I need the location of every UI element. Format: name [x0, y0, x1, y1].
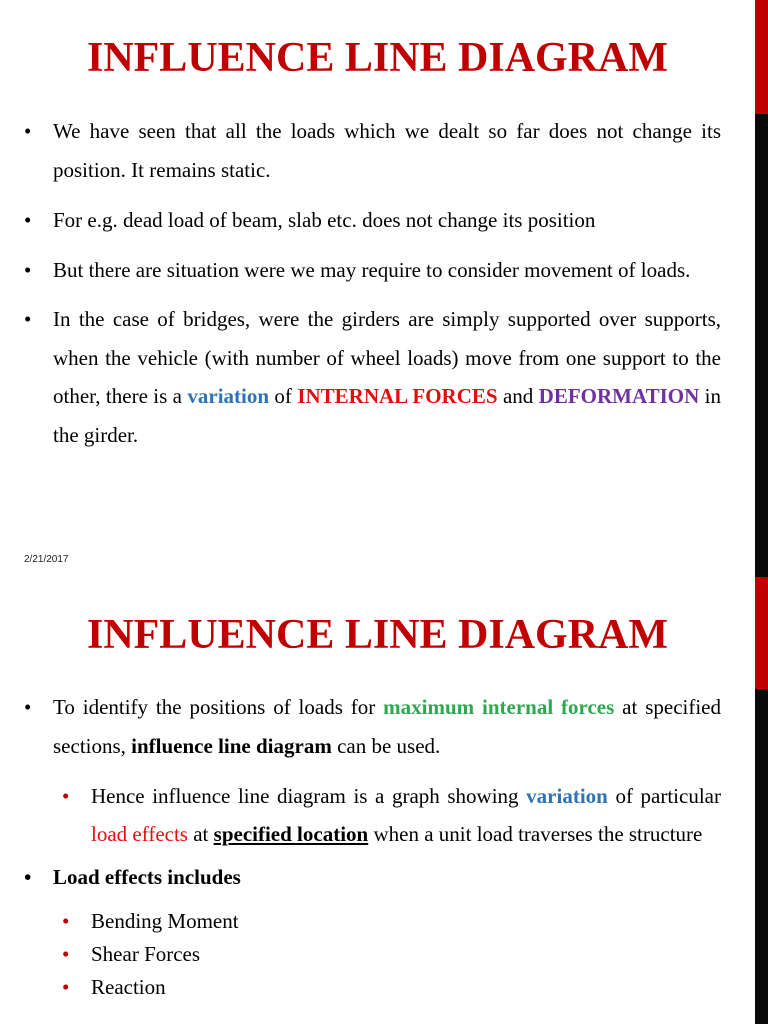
- bullet-item: [0, 201, 768, 240]
- bullet-item: [0, 858, 768, 897]
- bullet-text: of particular: [607, 784, 721, 808]
- bullet-list: [0, 112, 768, 454]
- highlight-internal-forces: INTERNAL FORCES: [297, 384, 498, 408]
- effect-item: Shear Forces: [91, 941, 201, 966]
- highlight-variation: variation: [187, 384, 270, 408]
- bullet-text: when a unit load traverses the structure: [368, 822, 703, 846]
- bullet-item: [0, 688, 768, 765]
- highlight-load-effects: load effects: [91, 822, 188, 846]
- sub-bullet-item: [0, 971, 768, 1004]
- effect-item: Reaction: [91, 974, 166, 999]
- bullet-text: In the case of bridges, were the girders are simply supported over supports, when the vehicle (with number of wheel loads) move from one support to the other, there is a: [53, 307, 721, 408]
- side-bar-accent: [755, 577, 768, 689]
- slide-title: INFLUENCE LINE DIAGRAM: [86, 35, 669, 81]
- bullet-text: of: [269, 384, 298, 408]
- bullet-item: [0, 251, 768, 290]
- bullet-text: in the girder.: [53, 384, 721, 447]
- slide-title: INFLUENCE LINE DIAGRAM: [86, 612, 669, 658]
- bullet-item: [0, 112, 768, 189]
- bullet-text: We have seen that all the loads which we dealt so far does not change its position. It remains static.: [53, 119, 721, 182]
- slide-date: 2/21/2017: [24, 554, 69, 565]
- bullet-text: can be used.: [331, 733, 441, 758]
- side-bar-accent: [755, 0, 768, 114]
- sub-bullet-item: [0, 777, 768, 853]
- bullet-text: Load effects includes: [53, 865, 241, 889]
- sub-bullet-item: [0, 938, 768, 971]
- bullet-text: To identify the positions of loads for: [53, 695, 384, 719]
- bullet-text: Hence influence line diagram is a graph showing: [91, 784, 527, 808]
- bullet-list: [0, 688, 768, 1004]
- bullet-text: For e.g. dead load of beam, slab etc. does not change its position: [53, 208, 596, 232]
- highlight-max-internal-forces: maximum internal forces: [383, 695, 615, 719]
- bullet-text: at specified sections,: [53, 695, 722, 758]
- bullet-item: [0, 300, 768, 454]
- highlight-variation: variation: [526, 784, 608, 808]
- sub-bullet-item: [0, 905, 768, 938]
- bullet-text: But there are situation were we may require to consider movement of loads.: [53, 257, 691, 282]
- effect-item: Bending Moment: [91, 908, 239, 933]
- slide-2: [0, 577, 768, 1024]
- highlight-deformation: DEFORMATION: [538, 384, 700, 408]
- bullet-text: at: [187, 822, 214, 846]
- highlight-ild: influence line diagram: [131, 733, 332, 758]
- highlight-specified-location: specified location: [213, 822, 369, 846]
- bullet-text: and: [497, 384, 539, 408]
